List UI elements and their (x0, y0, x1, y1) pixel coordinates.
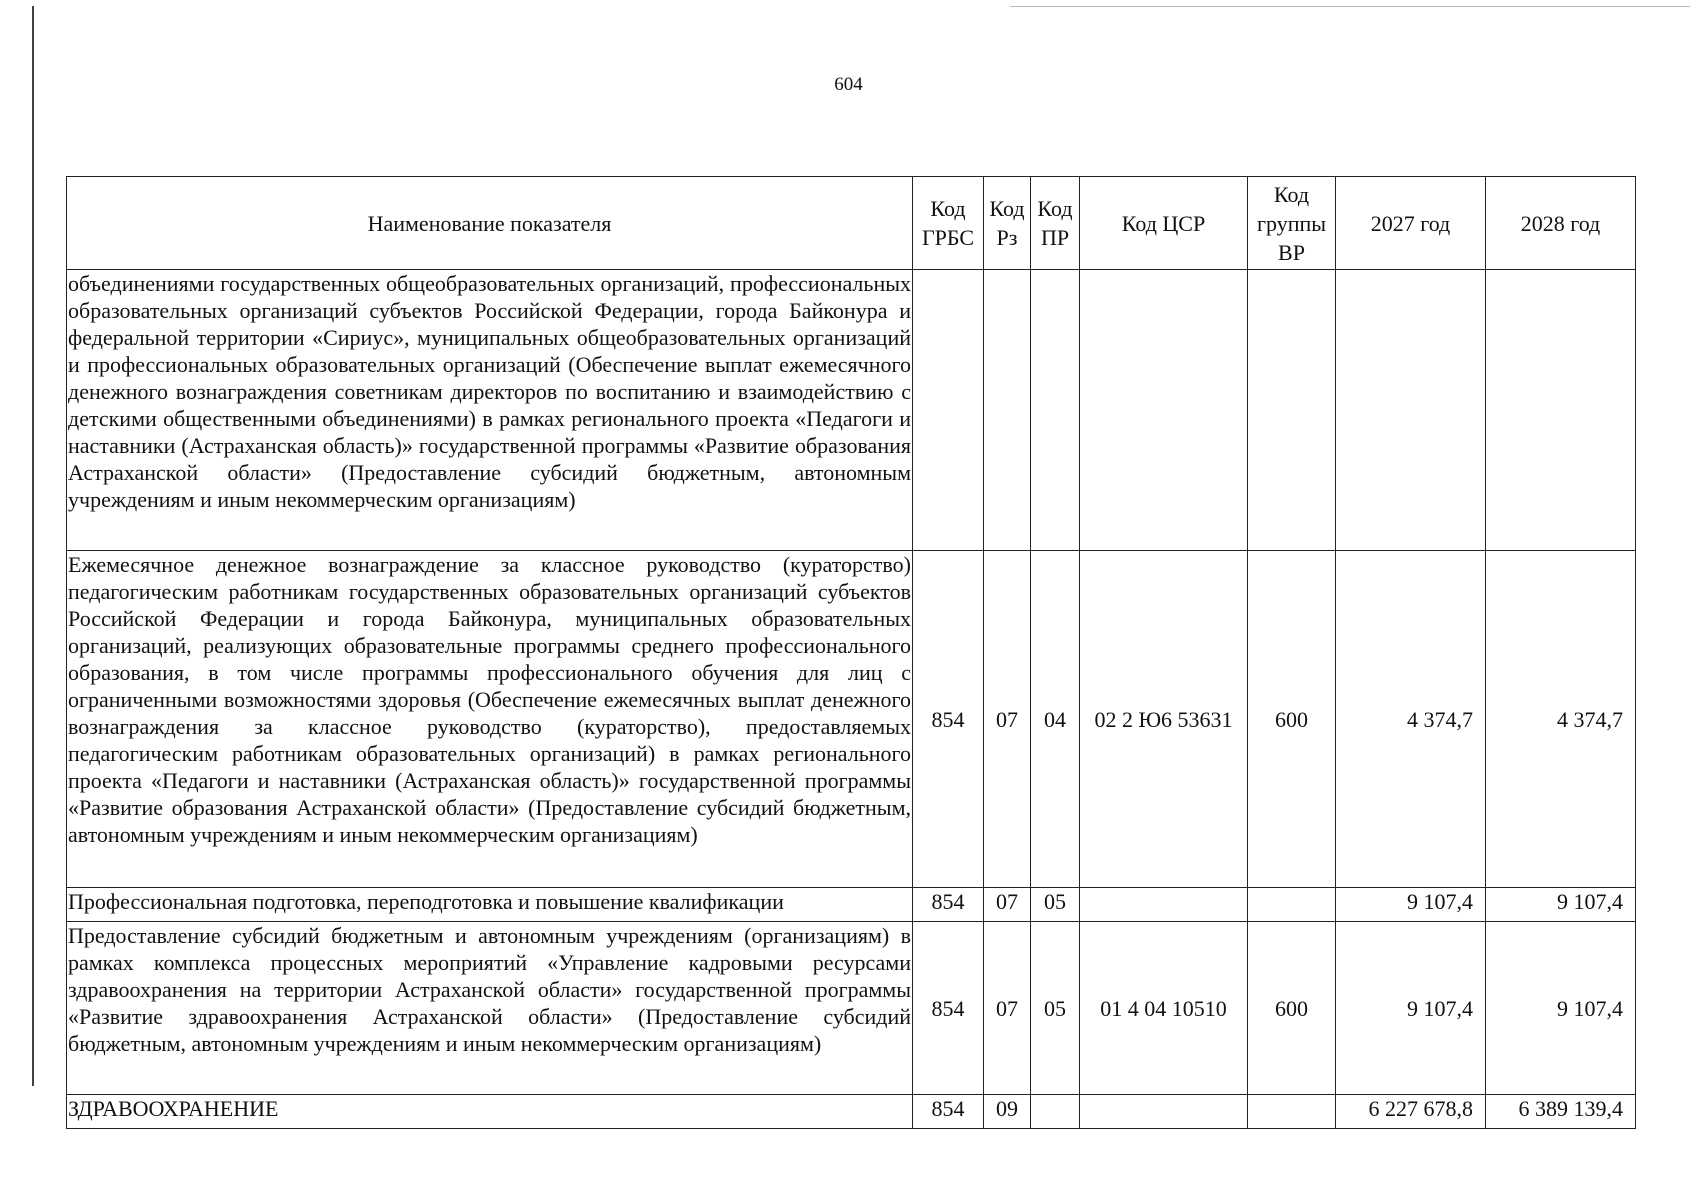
table-header (67, 177, 1636, 270)
row-grbs: 854 (913, 551, 984, 888)
row-pr (1031, 270, 1080, 551)
row-pr: 05 (1031, 888, 1080, 922)
row-name: Предоставление субсидий бюджетным и автономным учреждениям (организациям) в рамках комплекса процессных мероприятий «Управление кадровыми ресурсами здравоохранения на территории Астраханской области» государственной программы «Развитие здравоохранения Астраханской области» (Предоставление субсидий бюджетным, автономным учреждениям и иным некоммерческим организациям) (67, 922, 913, 1095)
row-grbs (913, 270, 984, 551)
header-2028: 2028 год (1486, 177, 1636, 270)
row-csr (1080, 270, 1248, 551)
header-name: Наименование показателя (67, 177, 913, 270)
row-vr: 600 (1248, 551, 1336, 888)
table-row (67, 551, 1636, 888)
header-2027: 2027 год (1336, 177, 1486, 270)
table-row (67, 922, 1636, 1095)
row-2027: 9 107,4 (1336, 922, 1486, 1095)
row-grbs: 854 (913, 888, 984, 922)
row-rz: 07 (984, 551, 1031, 888)
row-2028 (1486, 270, 1636, 551)
table-body (67, 270, 1636, 1129)
row-name: Ежемесячное денежное вознаграждение за классное руководство (кураторство) педагогическим работникам государственных образовательных организаций субъектов Российской Федерации и города Байконура, муниципальных образовательных организаций, реализующих образовательные программы среднего профессионального образования, в том числе программы профессионального обучения для лиц с ограниченными возможностями здоровья (Обеспечение ежемесячных выплат денежного вознаграждения за классное руководство (кураторство), предоставляемых педагогическим работникам образовательных организаций) в рамках регионального проекта «Педагоги и наставники (Астраханская область)» государственной программы «Развитие образования Астраханской области» (Предоставление субсидий бюджетным, автономным учреждениям и иным некоммерческим организациям) (67, 551, 913, 888)
row-vr (1248, 270, 1336, 551)
row-vr (1248, 1095, 1336, 1129)
row-csr (1080, 888, 1248, 922)
table-row (67, 888, 1636, 922)
row-name: ЗДРАВООХРАНЕНИЕ (67, 1095, 913, 1129)
row-name: объединениями государственных общеобразовательных организаций, профессиональных образовательных организаций субъектов Российской Федерации, города Байконура и федеральной территории «Сириус», муниципальных общеобразовательных организаций и профессиональных образовательных организаций (Обеспечение выплат ежемесячного денежного вознаграждения советникам директоров по воспитанию и взаимодействию с детскими общественными объединениями) в рамках регионального проекта «Педагоги и наставники (Астраханская область)» государственной программы «Развитие образования Астраханской области» (Предоставление субсидий бюджетным, автономным учреждениям и иным некоммерческим организациям) (67, 270, 913, 551)
budget-table (66, 176, 1636, 1129)
header-grbs: Код ГРБС (913, 177, 984, 270)
row-pr (1031, 1095, 1080, 1129)
header-rz: Код Рз (984, 177, 1031, 270)
row-vr: 600 (1248, 922, 1336, 1095)
table-row (67, 1095, 1636, 1129)
row-2027 (1336, 270, 1486, 551)
row-name: Профессиональная подготовка, переподготовка и повышение квалификации (67, 888, 913, 922)
row-vr (1248, 888, 1336, 922)
row-2028: 4 374,7 (1486, 551, 1636, 888)
row-2028: 9 107,4 (1486, 922, 1636, 1095)
top-scan-rule (1010, 6, 1690, 7)
header-row (67, 177, 1636, 270)
row-2027: 4 374,7 (1336, 551, 1486, 888)
row-rz: 07 (984, 888, 1031, 922)
row-2027: 9 107,4 (1336, 888, 1486, 922)
table-row (67, 270, 1636, 551)
row-rz: 07 (984, 922, 1031, 1095)
header-vr: Код группы ВР (1248, 177, 1336, 270)
row-2027: 6 227 678,8 (1336, 1095, 1486, 1129)
left-margin-rule (32, 6, 34, 1086)
header-csr: Код ЦСР (1080, 177, 1248, 270)
row-pr: 04 (1031, 551, 1080, 888)
row-grbs: 854 (913, 922, 984, 1095)
row-csr: 01 4 04 10510 (1080, 922, 1248, 1095)
row-pr: 05 (1031, 922, 1080, 1095)
header-pr: Код ПР (1031, 177, 1080, 270)
row-rz (984, 270, 1031, 551)
row-csr: 02 2 Ю6 53631 (1080, 551, 1248, 888)
row-2028: 9 107,4 (1486, 888, 1636, 922)
page-number: 604 (834, 74, 863, 95)
row-2028: 6 389 139,4 (1486, 1095, 1636, 1129)
row-rz: 09 (984, 1095, 1031, 1129)
row-csr (1080, 1095, 1248, 1129)
row-grbs: 854 (913, 1095, 984, 1129)
